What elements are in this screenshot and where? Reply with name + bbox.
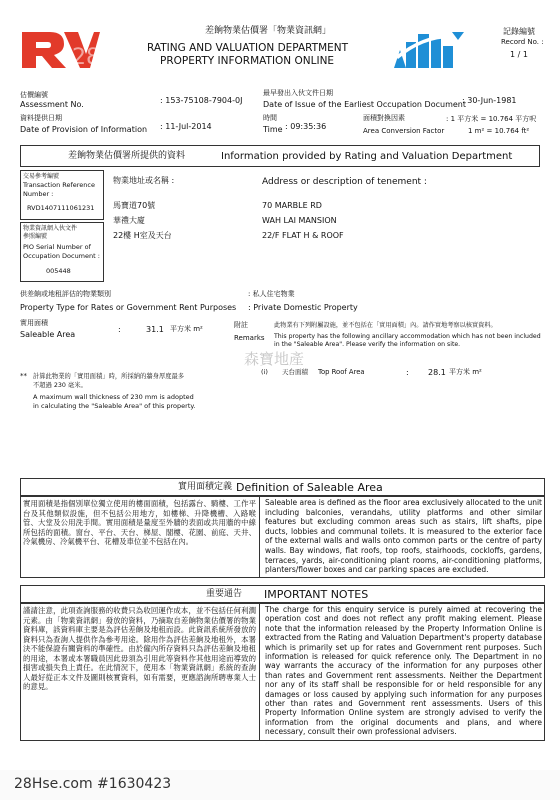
factor-label-zh: 面積對換因素 — [363, 114, 405, 122]
note-zh2: 不超過 230 毫米。 — [33, 382, 87, 389]
address-zh-line2: 華禮大廈 — [113, 216, 145, 225]
factor-value-zh: : 1 平方米 = 10.764 平方呎 — [446, 115, 537, 123]
provision-label-en: Date of Provision of Information — [20, 125, 148, 134]
remarks-item-no: (i) — [261, 368, 268, 376]
issue-label-en: Date of Issue of the Earliest Occupation Document — [263, 100, 466, 109]
property-type-label-zh: 供差餉或地租評估的物業類別 — [20, 290, 111, 298]
important-title-en: IMPORTANT NOTES — [264, 588, 369, 601]
address-label-en: Address or description of tenement : — [262, 177, 427, 187]
remarks-text-zh: 此物業有下列附屬設施，並不包括在「實用面積」內。請作實地考察以核實資料。 — [274, 322, 497, 329]
note-en2: in calculating the "Saleable Area" of this property. — [33, 402, 196, 410]
header-title-en1: RATING AND VALUATION DEPARTMENT — [147, 42, 349, 54]
important-body-en: The charge for this enquiry service is purely aimed at recovering the operation cost and does not reflect any profit making element. Please note that the information released by the Property Information Online is extracted from the Rating and Valuation Department's property database which is primarily set up for rates and Government rent purposes. Such information is released for quick reference only. The Department in no way warrants the accuracy of the information for any purposes other than rates and Government rent assessments. Neither the Department nor any of its staff shall be responsible for or held responsible for any damages or loss caused by applying such information for any purposes other than rates and Government rent assessments. Users of this Property Information Online system are strongly advised to verify the information from the original documents and plans, and where necessary, consult their own professional advisers. — [265, 605, 542, 737]
remarks-item-colon: : — [406, 368, 409, 377]
remarks-item-unit: 平方米 m² — [449, 368, 482, 376]
address-en-line3: 22/F FLAT H & ROOF — [262, 231, 344, 240]
factor-value-en: 1 m² = 10.764 ft² — [468, 127, 530, 135]
issue-value: : 30-Jun-1981 — [462, 96, 517, 105]
pio-label-zh2: 參照編號 — [23, 233, 48, 240]
provision-value: : 11-Jul-2014 — [160, 122, 212, 131]
remarks-label-zh: 附註 — [234, 321, 248, 329]
factor-label-en: Area Conversion Factor — [363, 127, 445, 135]
pio-label-en2: Occupation Document : — [23, 252, 100, 260]
info-banner-title-en: Information provided by Rating and Valuation Department — [221, 151, 513, 162]
address-label-zh: 物業地址或名稱 : — [113, 176, 175, 185]
pio-label-en1: PIO Serial Number of — [23, 243, 91, 251]
footer-watermark: 28Hse.com #1630423 — [14, 776, 172, 792]
record-no-zh: 記錄編號 — [503, 27, 535, 36]
important-body-zh: 謹請注意，此項查詢服務的收費只為收回運作成本，並不包括任何利潤元素。由「物業資訊網」發放的資料，乃摘取自差餉物業估價署的物業資料庫，該資料庫主要是為評估差餉及地租而設。此資訊系統所發放的資料只為查詢人提供作為參考用途。除用作為評估差餉及地租外，本署決不能保證有關資料的準確性。由於僱內所存資料只為評估差餉及地租的用途，本署或本署職員因此毋須為引用此等資料作其他用途而導致的損害或損失負上責任。在此情況下，使用本「物業資訊網」系統的查詢人最好從正本文件及圖則核實資料，如有需要，更應諮詢所聘專業人士的意見。 — [23, 606, 256, 691]
definition-title-en: Definition of Saleable Area — [236, 481, 383, 494]
pio-building-logo — [392, 28, 466, 72]
saleable-unit: 平方米 m² — [170, 325, 203, 333]
note-zh1: 計算此物業的「實用面積」時，所採納的牆身厚度最多 — [33, 373, 185, 380]
agent-watermark: 森寶地產 — [244, 350, 305, 368]
saleable-colon: : — [118, 325, 121, 334]
logo-watermark: 28 — [72, 45, 100, 70]
txn-value: RVD1407111061231 — [27, 204, 95, 212]
issue-label-zh: 最早發出入伙文件日期 — [263, 89, 333, 97]
note-star: ** — [20, 372, 27, 380]
property-type-value-en: : Private Domestic Property — [248, 303, 358, 312]
address-zh-line3: 22樓 H室及天台 — [113, 231, 172, 240]
address-en-line2: WAH LAI MANSION — [262, 216, 337, 225]
record-no-value: 1 / 1 — [510, 50, 528, 59]
saleable-label-en: Saleable Area — [20, 330, 76, 339]
pio-label-zh1: 物業資訊網入伙文件 — [23, 225, 78, 232]
txn-label-en2: Number : — [23, 190, 54, 198]
remarks-label-en: Remarks — [234, 334, 265, 342]
definition-title-zh: 實用面積定義 — [178, 482, 233, 492]
remarks-text-en: This property has the following ancillary accommodation which has not been included in the "Saleable Area". Please verify the information on site. — [274, 333, 541, 348]
remarks-item-en: Top Roof Area — [318, 368, 365, 376]
provision-label-zh: 資料提供日期 — [20, 114, 62, 122]
time-value: : 09:35:36 — [285, 122, 327, 131]
address-en-line1: 70 MARBLE RD — [262, 201, 322, 210]
note-en1: A maximum wall thickness of 230 mm is adopted — [33, 393, 194, 401]
header-title-en2: PROPERTY INFORMATION ONLINE — [160, 55, 335, 67]
pio-value: 005448 — [46, 267, 71, 275]
assessment-value: : 153-75108-7904-0J — [160, 96, 243, 105]
txn-label-en1: Transaction Reference — [23, 181, 95, 189]
assessment-label-zh: 估價編號 — [20, 91, 48, 99]
time-label-zh: 時間 — [263, 114, 277, 122]
time-label-en: Time — [263, 125, 283, 134]
assessment-label-en: Assessment No. — [20, 100, 84, 109]
property-type-label-en: Property Type for Rates or Government Rent Purposes — [20, 303, 237, 312]
rvd-logo — [20, 28, 100, 70]
important-title-zh: 重要通告 — [206, 589, 243, 599]
property-type-value-zh: : 私人住宅物業 — [248, 290, 295, 298]
remarks-item-zh: 天台面積 — [282, 368, 308, 376]
definition-body-en: Saleable area is defined as the floor area exclusively allocated to the unit including balconies, verandahs, utility platforms and other similar features but excluding common areas such as stairs, lift shafts, pipe ducts, lobbies and communal toilets. It is measured to the exterior face of the external walls and walls onto common parts or the centre of party walls. Bay windows, flat roofs, top roofs, stairhoods, cockloffs, gardens, terraces, yards, air-conditioning plant rooms, air-conditioning platforms, planters/flower boxes and car parking spaces are excluded. — [265, 498, 542, 575]
header-title-zh: 差餉物業估價署「物業資訊網」 — [205, 26, 332, 36]
saleable-label-zh: 實用面積 — [20, 319, 48, 327]
record-no-en: Record No. : — [501, 38, 544, 46]
definition-body-zh: 實用面積是指個別單位獨立使用的樓面面積，包括露台、騎樓、工作平台及其他類似設施，但不包括公用地方，如樓梯、升降機槽、入路喉管、大堂及公用洗手間。實用面積是量度至外牆的表面或共用牆的中線所包括的面積。窗台、平台、天台、梯屋、閣樓、花園、前庭、天井、冷氣機房、冷氣機平台、花槽及車位並不包括在內。 — [23, 499, 256, 546]
info-banner-title-zh: 差餉物業估價署所提供的資料 — [68, 151, 186, 161]
txn-label-zh: 交易參考編號 — [23, 173, 60, 180]
remarks-item-value: 28.1 — [428, 368, 446, 377]
address-zh-line1: 馬寶道70號 — [113, 201, 156, 210]
saleable-value: 31.1 — [146, 325, 164, 334]
